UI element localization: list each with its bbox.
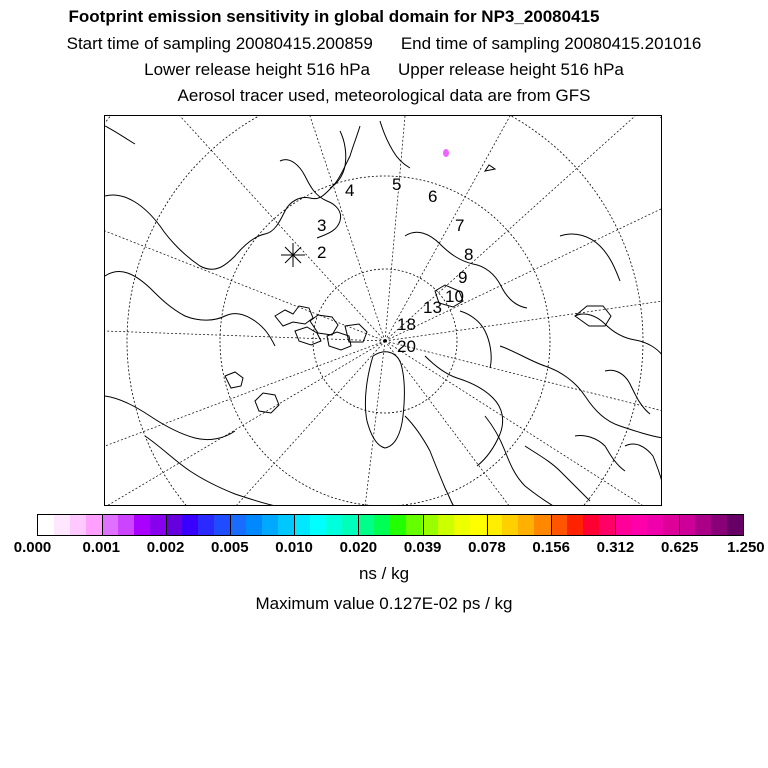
coastline-bering [105, 126, 135, 144]
lower-release-label: Lower release height 516 hPa [144, 60, 370, 79]
island [295, 327, 321, 345]
colorbar-swatch [727, 515, 743, 535]
island [485, 165, 495, 171]
meridian [385, 341, 662, 411]
coastline-hudson [105, 272, 275, 346]
colorbar-tick [487, 515, 488, 535]
colorbar-swatch [182, 515, 198, 535]
coastline-greenland [365, 352, 404, 448]
trajectory-label-20: 20 [397, 337, 416, 356]
colorbar-swatch [711, 515, 727, 535]
colorbar-swatch [118, 515, 134, 535]
colorbar-label: 0.625 [660, 539, 699, 556]
coastline-baltic-south [525, 446, 590, 501]
colorbar-swatch [534, 515, 550, 535]
colorbar-swatch [246, 515, 262, 535]
colorbar-swatch [374, 515, 390, 535]
trajectory-label-3: 3 [317, 216, 327, 235]
asterisk-icon [281, 243, 305, 267]
colorbar-swatch [390, 515, 406, 535]
colorbar-swatch [438, 515, 454, 535]
maximum-value-label: Maximum value 0.127E-02 ps / kg [255, 594, 513, 613]
meridian [105, 341, 385, 506]
coastline-iceland-region [105, 396, 235, 440]
colorbar-swatch [583, 515, 599, 535]
island [310, 315, 338, 335]
colorbar-swatch [134, 515, 150, 535]
colorbar-swatch [262, 515, 278, 535]
colorbar-tick [679, 515, 680, 535]
colorbar-swatch [70, 515, 86, 535]
meridian [105, 231, 385, 341]
colorbar-swatch [518, 515, 534, 535]
coastline-taymyr [460, 311, 491, 368]
colorbar-label: 1.250 [727, 539, 765, 556]
colorbar-swatch [454, 515, 470, 535]
colorbar-swatch [102, 515, 118, 535]
trajectory-label-5: 5 [392, 175, 402, 194]
colorbar-swatch [198, 515, 214, 535]
colorbar-swatch [150, 515, 166, 535]
meridian [385, 341, 645, 506]
tracer-info: Aerosol tracer used, meteorological data are from GFS [177, 86, 591, 105]
meridian [385, 341, 510, 506]
meridian [105, 331, 385, 341]
colorbar-label: 0.002 [146, 539, 185, 556]
colorbar-label: 0.156 [532, 539, 570, 556]
colorbar-tick [166, 515, 167, 535]
end-time-label: End time of sampling 20080415.201016 [400, 34, 702, 53]
colorbar-swatch [406, 515, 422, 535]
colorbar-label: 0.010 [275, 539, 313, 556]
island [275, 306, 313, 326]
meridian [385, 208, 662, 341]
meridian [235, 341, 385, 506]
colorbar-swatch [214, 515, 230, 535]
trajectory-label-6: 6 [428, 187, 438, 206]
colorbar-swatch [663, 515, 679, 535]
colorbar-label: 0.020 [339, 539, 378, 556]
trajectory-label-9: 9 [458, 268, 468, 287]
emission-field-spot [443, 149, 449, 157]
colorbar-tick [615, 515, 616, 535]
colorbar-units: ns / kg [358, 564, 410, 583]
colorbar-tick [551, 515, 552, 535]
trajectory-label-10: 10 [445, 287, 464, 306]
colorbar-swatch [310, 515, 326, 535]
coastline-kola [605, 370, 650, 414]
coastline-russia [500, 346, 662, 438]
colorbar-swatch [486, 515, 502, 535]
colorbar-swatch [86, 515, 102, 535]
colorbar-label: 0.000 [13, 539, 52, 556]
colorbar-swatch [631, 515, 647, 535]
colorbar-swatch [470, 515, 486, 535]
colorbar [37, 514, 744, 536]
colorbar-swatch [166, 515, 182, 535]
colorbar-swatch [599, 515, 615, 535]
colorbar-label: 0.078 [468, 539, 506, 556]
coastline-norway [485, 416, 555, 506]
coastline-baltic [625, 444, 662, 486]
coastline-kamchatka-west [380, 121, 410, 168]
trajectory-label-2: 2 [317, 243, 327, 262]
coastline-scandinavia [425, 356, 503, 466]
trajectory-label-13: 13 [423, 298, 442, 317]
coastline-okhotsk [560, 234, 620, 281]
colorbar-swatch [502, 515, 518, 535]
colorbar-label: 0.039 [403, 539, 442, 556]
upper-release-label: Upper release height 516 hPa [398, 60, 624, 79]
polar-map [104, 115, 662, 506]
colorbar-swatch [647, 515, 663, 535]
colorbar-swatch [342, 515, 358, 535]
colorbar-swatch [615, 515, 631, 535]
trajectory-label-7: 7 [455, 216, 465, 235]
trajectory-label-8: 8 [464, 245, 474, 264]
start-time-label: Start time of sampling 20080415.200859 [66, 34, 373, 53]
colorbar-swatch [230, 515, 246, 535]
colorbar-label: 0.005 [211, 539, 249, 556]
colorbar-swatch [567, 515, 583, 535]
colorbar-swatch [294, 515, 310, 535]
colorbar-tick [358, 515, 359, 535]
colorbar-swatch [54, 515, 70, 535]
map-canvas [105, 116, 662, 506]
colorbar-swatch [278, 515, 294, 535]
colorbar-tick [102, 515, 103, 535]
colorbar-swatch [551, 515, 567, 535]
trajectory-label-4: 4 [345, 181, 355, 200]
coastline-europe [405, 416, 455, 506]
colorbar-swatch [326, 515, 342, 535]
colorbar-swatch [679, 515, 695, 535]
meridian [105, 341, 385, 446]
island [345, 324, 367, 342]
coastline-russia-north [575, 314, 662, 356]
colorbar-label: 0.312 [596, 539, 635, 556]
trajectory-label-18: 18 [397, 315, 416, 334]
island [225, 372, 243, 388]
colorbar-tick [423, 515, 424, 535]
map-title: Footprint emission sensitivity in global domain for NP3_20080415 [68, 7, 600, 26]
coastline-alaska [280, 160, 341, 238]
meridian [180, 116, 385, 341]
colorbar-swatch [358, 515, 374, 535]
colorbar-label: 0.001 [82, 539, 121, 556]
colorbar-swatch [422, 515, 438, 535]
colorbar-tick [230, 515, 231, 535]
colorbar-swatch [38, 515, 54, 535]
meridian [385, 116, 405, 341]
island [255, 393, 279, 413]
coastline-europe-west [145, 436, 280, 506]
coastlines [105, 121, 662, 506]
sampling-times [0, 34, 768, 54]
colorbar-swatch [695, 515, 711, 535]
release-heights [0, 60, 768, 80]
colorbar-tick [294, 515, 295, 535]
